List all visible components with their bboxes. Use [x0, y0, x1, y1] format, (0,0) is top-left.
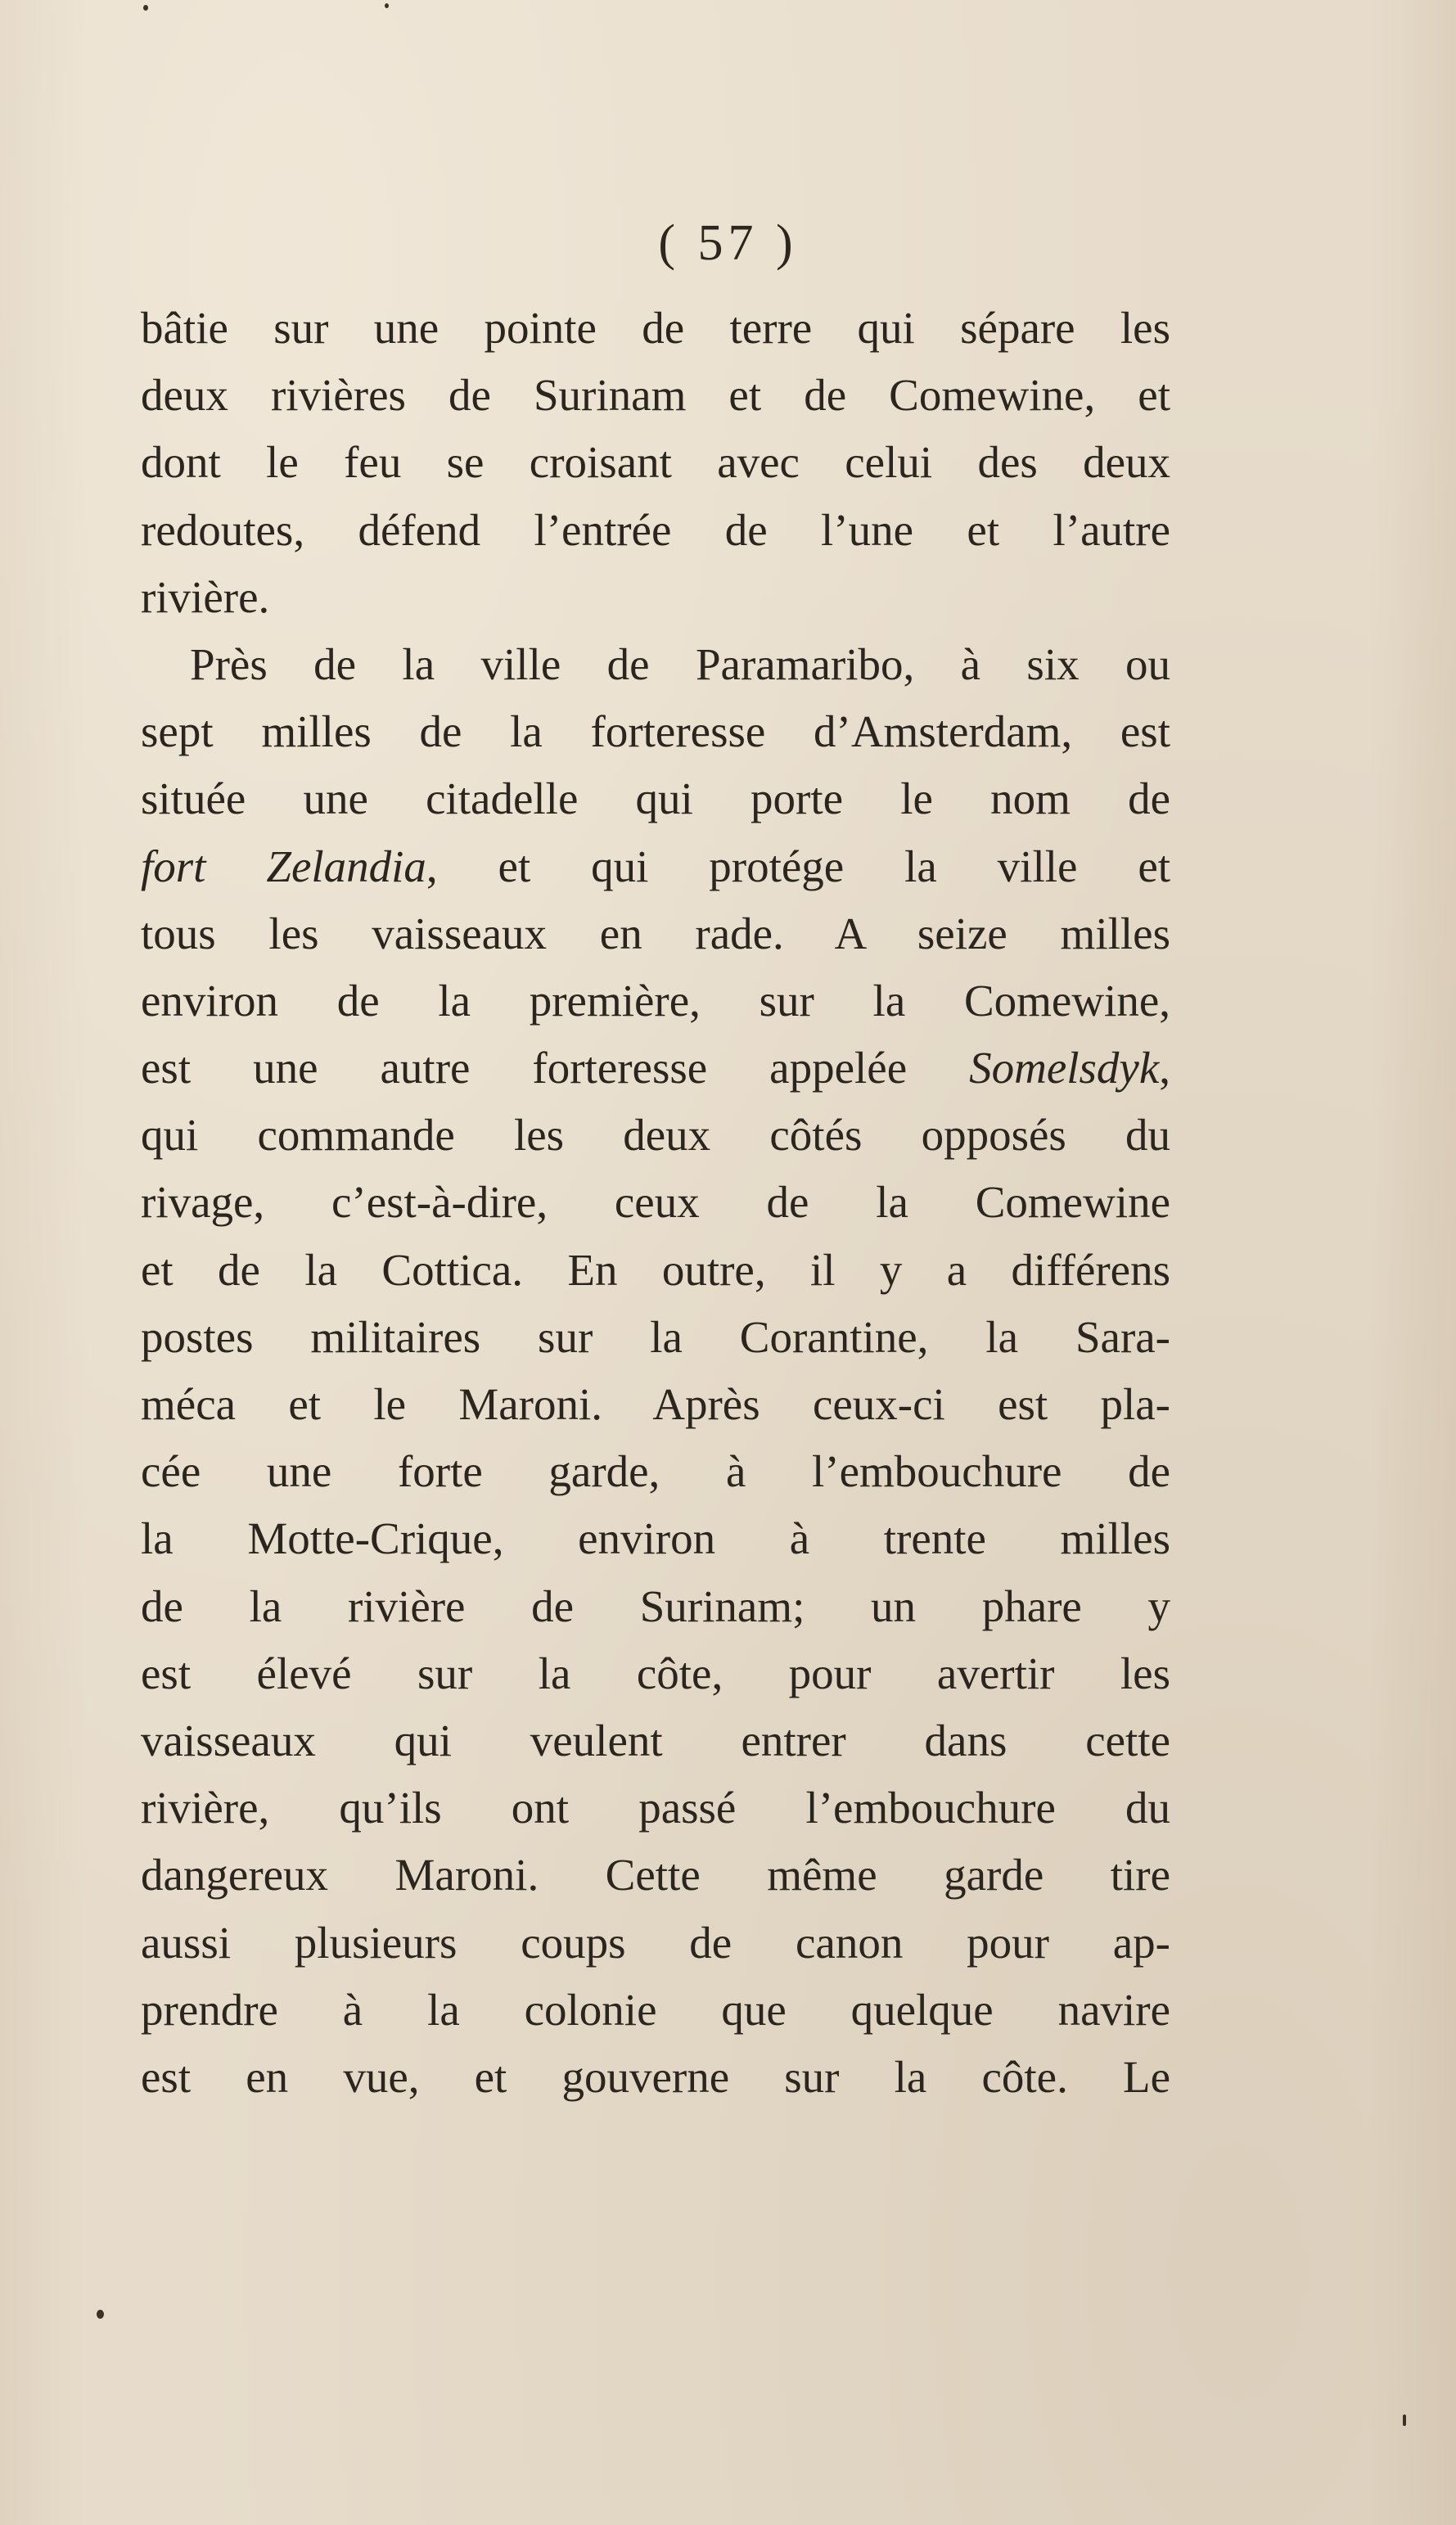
ink-speck — [385, 3, 389, 8]
page-number: ( 57 ) — [658, 215, 798, 271]
text-line: est en vue, et gouverne sur la côte. Le — [141, 2051, 1170, 2102]
text-line: sept milles de la forteresse d’Amsterdam, est — [141, 706, 1170, 757]
text-line: la Motte-Crique, environ à trente milles — [141, 1513, 1170, 1564]
text-line: vaisseaux qui veulent entrer dans cette — [141, 1715, 1170, 1765]
italic-place-name: fort Zelandia — [141, 841, 426, 891]
italic-place-name: Somelsdyk — [969, 1043, 1160, 1093]
text-line: tous les vaisseaux en rade. A seize milles — [141, 908, 1170, 958]
text-line: aussi plusieurs coups de canon pour ap- — [141, 1917, 1170, 1968]
text-line — [141, 1035, 1170, 1102]
text-line: environ de la première, sur la Comewine, — [141, 975, 1170, 1026]
ink-speck — [97, 2310, 104, 2319]
text-line: située une citadelle qui porte le nom de — [141, 773, 1170, 824]
text-line: deux rivières de Surinam et de Comewine, et — [141, 370, 1170, 421]
text-line: redoutes, défend l’entrée de l’une et l’autre — [141, 504, 1170, 555]
text-line: prendre à la colonie que quelque navire — [141, 1984, 1170, 2035]
text-segment: est une autre forteresse appelée — [141, 1043, 970, 1093]
text-line: dangereux Maroni. Cette même garde tire — [141, 1850, 1170, 1901]
text-line: bâtie sur une pointe de terre qui sépare les — [141, 303, 1170, 353]
text-line: méca et le Maroni. Après ceux-ci est pla- — [141, 1379, 1170, 1429]
text-line: dont le feu se croisant avec celui des deux — [141, 437, 1170, 488]
text-line: qui commande les deux côtés opposés du — [141, 1110, 1170, 1161]
text-line — [141, 833, 1170, 900]
text-line: postes militaires sur la Corantine, la Sara- — [141, 1311, 1170, 1362]
text-line: et de la Cottica. En outre, il y a différens — [141, 1244, 1170, 1295]
text-line: rivage, c’est-à-dire, ceux de la Comewine — [141, 1177, 1170, 1228]
text-line: est élevé sur la côte, pour avertir les — [141, 1648, 1170, 1698]
body-text — [141, 295, 1170, 2111]
ink-speck — [1403, 2415, 1406, 2426]
text-line: de la rivière de Surinam; un phare y — [141, 1580, 1170, 1631]
text-line: rivière. — [141, 571, 270, 622]
text-segment: , et qui protége la ville et — [426, 841, 1171, 891]
paragraph-start-line: Près de la ville de Paramaribo, à six ou — [190, 638, 1170, 689]
text-segment: , — [1159, 1043, 1170, 1093]
ink-speck — [143, 5, 148, 11]
text-line: rivière, qu’ils ont passé l’embouchure du — [141, 1783, 1170, 1833]
text-line: cée une forte garde, à l’embouchure de — [141, 1446, 1170, 1497]
